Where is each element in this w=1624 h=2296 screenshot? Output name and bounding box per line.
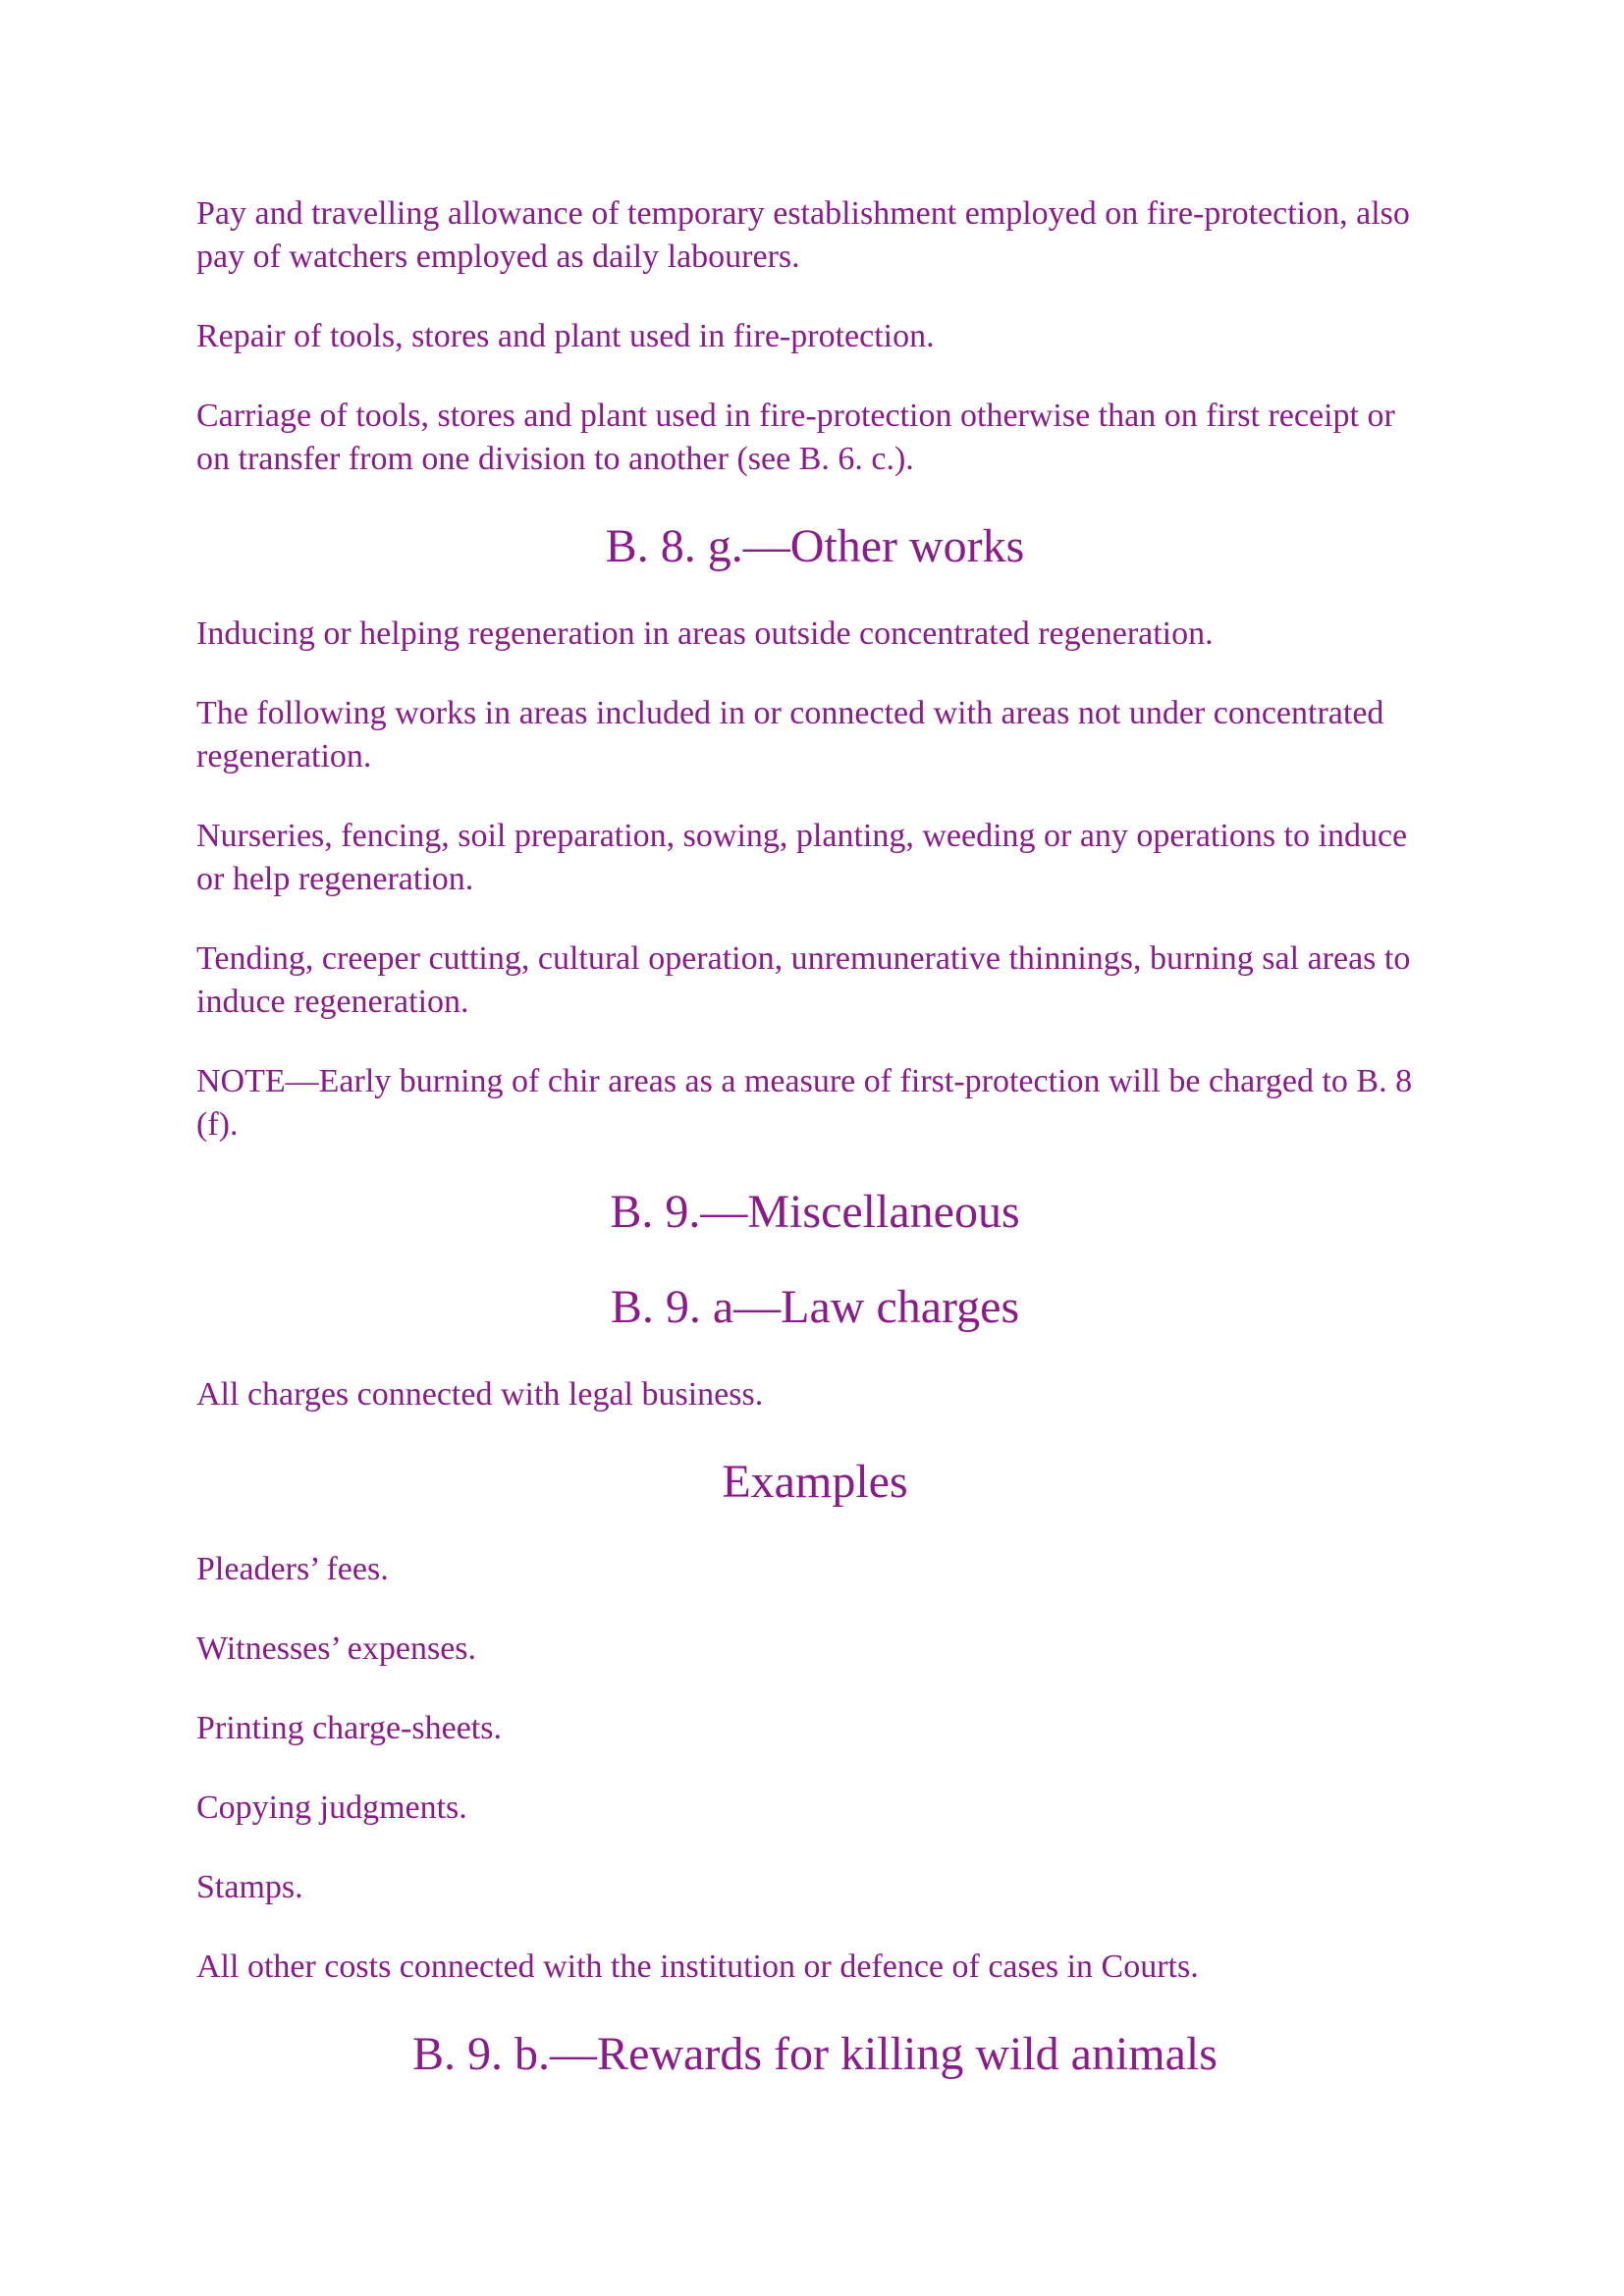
list-item-other-costs: All other costs connected with the institution or defence of cases in Courts. [196,1949,1199,1985]
paragraph-carriage-tools: Carriage of tools, stores and plant used in fire-protection otherwise than on first receipt or on transfer from one division to another (see B. 6. c.). [196,398,1395,477]
heading-examples: Examples [722,1456,908,1508]
paragraph-following-works: The following works in areas included in or connected with areas not under concentrated regeneration. [196,695,1384,774]
paragraph-inducing-regeneration: Inducing or helping regeneration in areas outside concentrated regeneration. [196,615,1214,652]
list-item-pleaders-fees: Pleaders’ fees. [196,1551,389,1587]
heading-miscellaneous: B. 9.—Miscellaneous [610,1186,1020,1238]
paragraph-fire-protection-pay: Pay and travelling allowance of temporary establishment employed on fire-protection, also pay of watchers employed as daily labourers. [196,195,1410,275]
paragraph-legal-business: All charges connected with legal business. [196,1376,764,1413]
list-item-printing-charge-sheets: Printing charge-sheets. [196,1710,502,1746]
document-page [196,192,1434,2120]
paragraph-note-early-burning: NOTE—Early burning of chir areas as a measure of first-protection will be charged to B. 8 (f). [196,1063,1413,1143]
list-item-stamps: Stamps. [196,1869,303,1905]
paragraph-tending: Tending, creeper cutting, cultural operation, unremunerative thinnings, burning sal areas to induce regeneration. [196,940,1411,1020]
heading-rewards-wild-animals: B. 9. b.—Rewards for killing wild animals [412,2028,1218,2080]
heading-other-works: B. 8. g.—Other works [605,520,1025,572]
paragraph-nurseries: Nurseries, fencing, soil preparation, sowing, planting, weeding or any operations to induce or help regeneration. [196,818,1408,897]
heading-law-charges: B. 9. a—Law charges [610,1281,1020,1333]
paragraph-repair-tools: Repair of tools, stores and plant used in fire-protection. [196,318,935,354]
list-item-witnesses-expenses: Witnesses’ expenses. [196,1630,477,1667]
list-item-copying-judgments: Copying judgments. [196,1789,467,1826]
